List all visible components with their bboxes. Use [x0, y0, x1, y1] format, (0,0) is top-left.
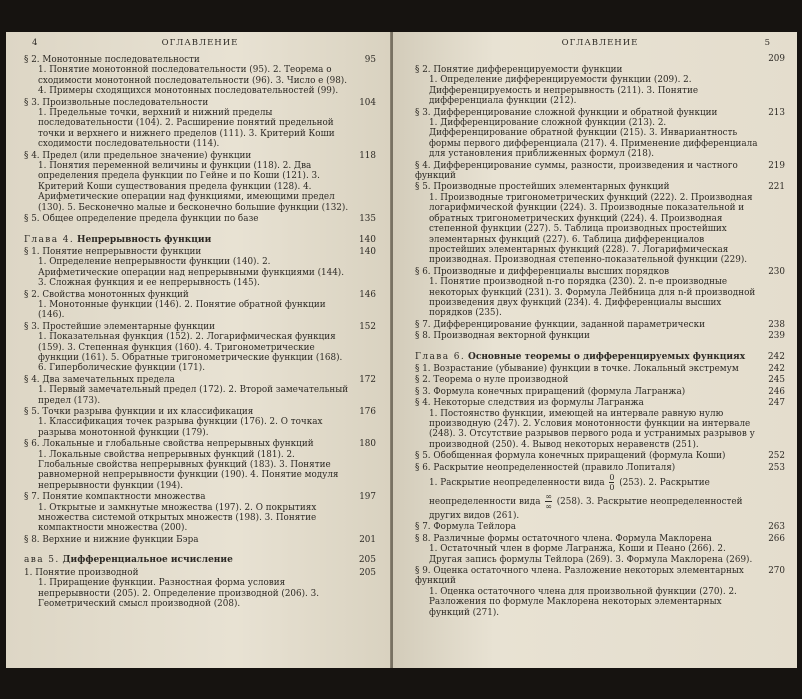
- right-header-title: ОГЛАВЛЕНИЕ: [561, 38, 639, 48]
- toc-entry-page: 245: [768, 375, 785, 386]
- toc-entry: [24, 247, 376, 289]
- toc-entry-page: 230: [768, 266, 785, 277]
- toc-entry-title: § 4. Дифференцирование суммы, разности, произведения и частного функций: [415, 160, 738, 182]
- toc-entry-page: 246: [768, 386, 785, 397]
- toc-entry: [24, 492, 376, 534]
- toc-entry: [415, 267, 785, 319]
- toc-entry-page: 140: [359, 246, 376, 257]
- toc-entry-subsections: 1. Первый замечательный предел (172). 2. Второй замечательный предел (173).: [38, 385, 349, 406]
- right-page-number: 5: [764, 38, 771, 48]
- toc-entry-title: § 2. Понятие дифференцируемости функции: [415, 65, 623, 75]
- toc-entry-page: 201: [359, 534, 376, 545]
- toc-entry: [415, 182, 785, 265]
- toc-entry-title: § 1. Возрастание (убывание) функции в точке. Локальный экстремум: [415, 363, 739, 374]
- toc-entry: [415, 451, 785, 461]
- toc-entry-page: 95: [364, 55, 376, 65]
- right-running-header: [415, 38, 785, 54]
- toc-entry: [415, 161, 785, 182]
- toc-entry-page: 172: [359, 374, 376, 385]
- toc-entry-title: § 5. Общее определение предела функции по базе: [24, 214, 259, 225]
- toc-entry-page: 152: [359, 321, 376, 332]
- toc-entry-page: 197: [359, 492, 376, 503]
- toc-entry-lhopital: § 6. Раскрытие неопределенностей (правило Лопиталя) 253 1. Раскрытие неопределенности вида $\frac{0}{0}$ (253). 2. Раскрытие неопределенности вида ∞ ∞ (258). 3. Раскрытие неопределенностей других видов (261).: [415, 462, 785, 522]
- toc-entry-title: § 7. Формула Тейлора: [415, 522, 516, 533]
- chapter-6-heading: Глава 6. Основные теоремы о дифференцируемых функциях 242: [415, 351, 785, 362]
- toc-entry: [415, 375, 785, 385]
- toc-entry: [24, 322, 376, 374]
- toc-entry-subsections: 1. Локальные свойства непрерывных функций (181). 2. Глобальные свойства непрерывных функций (183). 3. Понятие равномерной непрерывности функции (190). 4. Понятие модуля непрерывности функции (194).: [38, 449, 339, 491]
- toc-entry-page: 266: [768, 533, 785, 544]
- toc-entry: [24, 535, 376, 545]
- toc-entry-title: § 8. Производная векторной функции: [415, 331, 590, 342]
- toc-entry-title: § 2. Теорема о нуле производной: [415, 375, 569, 386]
- toc-entry-page: 146: [359, 289, 376, 300]
- toc-entry-title: § 4. Два замечательных предела: [24, 374, 175, 385]
- fraction-zero-over-zero: $\frac{0}{0}$: [609, 473, 615, 493]
- toc-entry-subsections: 1. Дифференцирование сложной функции (213). 2. Дифференцирование обратной функции (215). 3. Инвариантность формы первого дифференциала (217). 4. Применение дифференциала для установления приближенных формул (218).: [429, 118, 758, 160]
- toc-entry-page: 242: [768, 363, 785, 374]
- toc-entry: [415, 364, 785, 374]
- toc-entry-subsections: 1. Приращение функции. Разностная форма условия непрерывности (205). 2. Определение производной (206). 3. Геометрический смысл производной (208).: [38, 578, 320, 609]
- toc-entry-title: § 2. Монотонные последовательности: [24, 55, 200, 65]
- toc-entry-page: 247: [768, 398, 785, 409]
- left-page-number: 4: [32, 38, 39, 48]
- toc-entry: [415, 522, 785, 532]
- toc-entry-subsections: 1. Понятия переменной величины и функции (118). 2. Два определения предела функции по Гейне и по Коши (121). 3. Критерий Коши существования предела функции (128). 4. Арифметические операции над функциями, имеющими предел (130). 5. Бесконечно малые и бесконечно большие функции (132).: [38, 161, 349, 213]
- toc-entry-subsections: 1. Показательная функция (152). 2. Логарифмическая функция (159). 3. Степенная функция (160). 4. Тригонометрические функции (161). 5. Обратные тригонометрические функции (168). 6. Гиперболические функции (171).: [38, 332, 343, 374]
- left-page: [6, 32, 390, 668]
- toc-entry: [24, 55, 376, 97]
- toc-entry: [24, 98, 376, 150]
- toc-entry: [415, 65, 785, 107]
- toc-entry-subsections: 1. Понятие производной n-го порядка (230). 2. n-е производные некоторых функций (231). 3. Формула Лейбница для n-й производной произведения двух функций (234). 4. Дифференциалы высших порядков (235).: [429, 277, 756, 319]
- toc-entry: [415, 387, 785, 397]
- left-toc: [24, 55, 376, 609]
- toc-entry-title: § 7. Понятие компактности множества: [24, 492, 206, 503]
- toc-entry-subsections: 1. Оценка остаточного члена для произвольной функции (270). 2. Разложения по формуле Маклорена некоторых элементарных функций (271).: [429, 586, 737, 618]
- toc-entry-title: § 1. Понятие непрерывности функции: [24, 246, 202, 257]
- toc-entry-subsections: 1. Классификация точек разрыва функции (176). 2. О точках разрыва монотонной функции (179).: [38, 417, 323, 438]
- toc-entry-subsections: 1. Определение дифференцируемости функции (209). 2. Дифференцируемость и непрерывность (211). 3. Понятие дифференциала функции (212).: [429, 75, 699, 107]
- toc-entry-title: § 4. Предел (или предельное значение) функции: [24, 150, 252, 161]
- toc-entry-page: 252: [768, 451, 785, 462]
- toc-entry-page: 176: [359, 407, 376, 417]
- toc-entry-title: § 5. Обобщенная формула конечных приращений (формула Коши): [415, 451, 726, 462]
- toc-entry-page: 135: [359, 214, 376, 225]
- toc-entry-page: 238: [768, 319, 785, 330]
- toc-entry: [24, 568, 376, 610]
- toc-entry-page: 118: [359, 150, 376, 161]
- toc-entry-title: § 3. Дифференцирование сложной функции и обратной функции: [415, 107, 718, 118]
- toc-entry-title: 1. Понятие производной: [24, 567, 139, 578]
- toc-entry-title: § 3. Произвольные последовательности: [24, 97, 209, 108]
- toc-entry-subsections: 1. Остаточный член в форме Лагранжа, Коши и Пеано (266). 2. Другая запись формулы Тейлора (269). 3. Формула Маклорена (269).: [429, 544, 753, 565]
- toc-entry-page: 221: [768, 182, 785, 193]
- toc-entry-title: § 8. Верхние и нижние функции Бэра: [24, 534, 199, 545]
- toc-entry-title: § 3. Простейшие элементарные функции: [24, 321, 215, 332]
- chapter-5-heading: ава 5. Дифференциальное исчисление 205: [24, 555, 376, 566]
- toc-entry-page: 205: [359, 567, 376, 578]
- toc-entry-subsections: 1. Предельные точки, верхний и нижний пределы последовательности (104). 2. Расширение понятий предельной точки и верхнего и нижнего пределов (111). 3. Критерий Коши сходимости последовательности (114).: [38, 108, 335, 150]
- toc-entry-subsections: 1. Монотонные функции (146). 2. Понятие обратной функции (146).: [38, 299, 326, 321]
- toc-entry: [415, 566, 785, 618]
- toc-entry-title: § 2. Свойства монотонных функций: [24, 289, 189, 300]
- toc-entry: [24, 407, 376, 438]
- toc-entry-page: 239: [768, 331, 785, 342]
- toc-entry-subsections: 1. Производные тригонометрических функций (222). 2. Производная логарифмической функции (224). 3. Производные показательной и обратных тригонометрических функций (224). 4. Производная степенной функции (227). 5. Таблица производных простейших элементарных функций (227). 6. Таблица дифференциалов простейших элементарных функций (228). 7. Логарифмическая производная. Производная степенно-показательной функции (229).: [429, 192, 753, 266]
- toc-entry-title: § 5. Производные простейших элементарных функций: [415, 182, 670, 193]
- toc-entry-page: 104: [359, 97, 376, 108]
- toc-entry-title: § 6. Производные и дифференциалы высших порядков: [415, 266, 670, 277]
- right-page: [393, 32, 797, 668]
- toc-entry: [24, 151, 376, 213]
- toc-entry: [415, 534, 785, 565]
- toc-entry-title: § 6. Локальные и глобальные свойства непрерывных функций: [24, 439, 314, 450]
- fraction-inf-over-inf: ∞ ∞: [545, 492, 552, 512]
- toc-entry-title: § 8. Различные формы остаточного члена. Формула Маклорена: [415, 533, 712, 544]
- toc-entry-title: § 7. Дифференцирование функции, заданной параметрически: [415, 319, 705, 330]
- right-toc: [415, 54, 785, 618]
- toc-entry-page: 263: [768, 522, 785, 533]
- toc-entry-title: § 3. Формула конечных приращений (формула Лагранжа): [415, 386, 686, 397]
- toc-entry: [415, 108, 785, 160]
- toc-entry-subsections: 1. Открытые и замкнутые множества (197). 2. О покрытиях множества системой открытых множеств (198). 3. Понятие компактности множества (200).: [38, 502, 317, 534]
- toc-entry: [415, 320, 785, 330]
- toc-entry-subsections: 1. Понятие монотонной последовательности (95). 2. Теорема о сходимости монотонной последовательности (96). 3. Число e (98). 4. Примеры сходящихся монотонных последовательностей (99).: [38, 65, 348, 97]
- toc-entry-subsections: 1. Постоянство функции, имеющей на интервале равную нулю производную (247). 2. Условия монотонности функции на интервале (248). 3. Отсутствие разрывов первого рода и устранимых разрывов у производной (250). 4. Вывод некоторых неравенств (251).: [429, 408, 755, 450]
- chapter-4-heading: Глава 4. Непрерывность функции 140: [24, 234, 376, 245]
- toc-entry: [24, 375, 376, 406]
- toc-entry-subsections: 1. Определение непрерывности функции (140). 2. Арифметические операции над непрерывными функциями (144). 3. Сложная функция и ее непрерывность (145).: [38, 257, 345, 289]
- toc-entry-page: 270: [768, 566, 785, 577]
- toc-entry: [415, 331, 785, 341]
- continued-page-ref: 209: [768, 54, 785, 64]
- toc-entry: [24, 290, 376, 321]
- toc-entry-title: § 5. Точки разрыва функции и их классификация: [24, 407, 254, 417]
- toc-entry-page: 219: [768, 160, 785, 171]
- toc-entry: [24, 439, 376, 491]
- left-header-title: ОГЛАВЛЕНИЕ: [161, 38, 239, 48]
- toc-entry: [415, 398, 785, 450]
- left-running-header: [24, 38, 376, 54]
- toc-entry-page: 213: [768, 107, 785, 118]
- toc-entry-title: § 9. Оценка остаточного члена. Разложение некоторых элементарных функций: [415, 566, 744, 587]
- toc-entry-page: 180: [359, 439, 376, 450]
- toc-entry: [24, 214, 376, 224]
- toc-entry-title: § 4. Некоторые следствия из формулы Лагранжа: [415, 398, 644, 409]
